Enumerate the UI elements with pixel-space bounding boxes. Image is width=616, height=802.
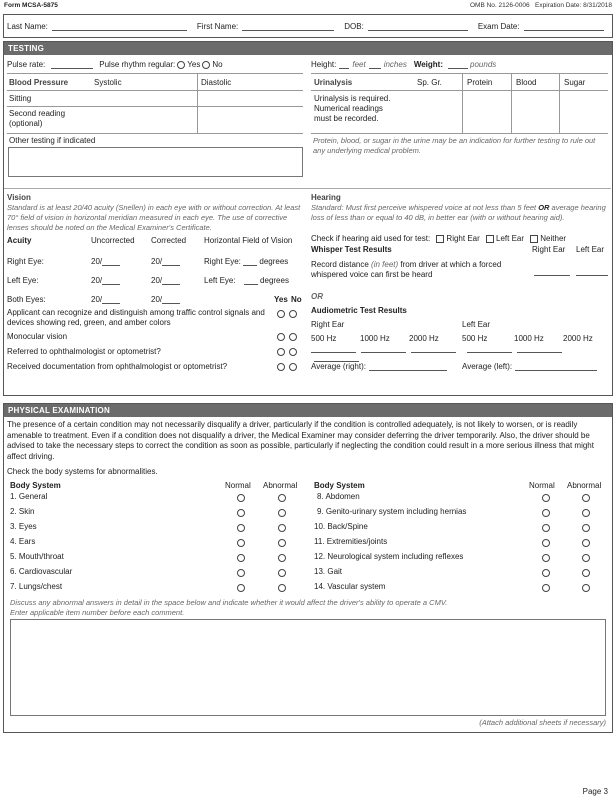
eyes-normal-radio[interactable] (237, 524, 245, 532)
q4-yes-radio[interactable] (277, 363, 285, 371)
hearing-title: Hearing (311, 193, 341, 202)
second-reading-label (9, 109, 65, 129)
vision-no-header: No (291, 295, 302, 304)
vascular-abnormal-radio[interactable] (582, 584, 590, 592)
r-2000-label: 2000 Hz (409, 334, 439, 343)
normal-header-right: Normal (529, 481, 555, 490)
cardio-normal-radio[interactable] (237, 569, 245, 577)
patient-info-row (3, 14, 613, 38)
dob-label: DOB: (344, 22, 364, 31)
pulse-rate-field[interactable] (51, 60, 93, 69)
sitting-diastolic-field[interactable] (199, 91, 303, 106)
right-eye-hfov-label: Right Eye: (204, 257, 241, 266)
weight-label: Weight: (413, 60, 444, 69)
general-normal-radio[interactable] (237, 494, 245, 502)
body-item-eyes: 3. Eyes (10, 522, 37, 531)
left-eye-hfov-label: Left Eye: (204, 276, 236, 285)
degrees-label: degrees (259, 257, 289, 266)
body-item-vascular: 14. Vascular system (314, 582, 386, 591)
left-eye-label: Left Eye: (7, 276, 39, 285)
urinalysis-italic-note: Protein, blood, or sugar in the urine may be an indication for further testing to rule out any underlying medical problem. (313, 136, 596, 155)
q1-yes-radio[interactable] (277, 310, 285, 318)
hearing-standard-pre: Standard: Must first perceive whispered voice at not less than 5 feet (311, 203, 539, 212)
vision-question-1: Applicant can recognize and distinguish among traffic control signals and devices showing red, green, and amber colors (7, 308, 265, 327)
vision-standard: Standard is at least 20/40 acuity (Snellen) in each eye with or without correction. At least 70° field of vision in horizontal meridian measured in each eye. The use of corrective lenses should be noted on the Medical Examiner's Certificate. (7, 203, 301, 232)
audiometric-title: Audiometric Test Results (311, 306, 407, 315)
systolic-header: Systolic (94, 78, 122, 87)
protein-field[interactable] (464, 91, 510, 132)
protein-header: Protein (467, 78, 493, 87)
record-post: from driver at which a forced (398, 260, 502, 269)
vision-yes-header: Yes (274, 295, 288, 304)
last-name-label: Last Name: (7, 22, 48, 31)
hearing-or: OR (311, 292, 323, 301)
optional-text: (optional) (9, 119, 43, 128)
both-eyes-uncorrected[interactable] (91, 295, 120, 304)
dob-field[interactable] (368, 21, 468, 31)
both-eyes-label: Both Eyes: (7, 295, 46, 304)
back-normal-radio[interactable] (542, 524, 550, 532)
hearing-aid-neither-checkbox[interactable] (530, 235, 538, 243)
omb-expiration (470, 2, 612, 12)
blood-header: Blood (516, 78, 537, 87)
other-testing-label: Other testing if indicated (9, 136, 96, 145)
abnormal-header-right: Abnormal (567, 481, 602, 490)
mouth-abnormal-radio[interactable] (278, 554, 286, 562)
yes-label: Yes (187, 60, 201, 69)
weight-field[interactable] (448, 60, 468, 69)
body-item-skin: 2. Skin (10, 507, 35, 516)
urinalysis-note-3: must be recorded. (314, 114, 379, 123)
blood-field[interactable] (513, 91, 558, 132)
abnormal-comments-textarea[interactable] (10, 619, 606, 716)
extremities-normal-radio[interactable] (542, 539, 550, 547)
q3-yes-radio[interactable] (277, 348, 285, 356)
avg-right-field[interactable] (369, 362, 447, 371)
pulse-rate-label: Pulse rate: (7, 60, 46, 69)
sitting-label: Sitting (9, 94, 32, 103)
vision-question-4: Received documentation from ophthalmologist or optometrist? (7, 362, 228, 371)
form-id: Form MCSA-5875 (4, 2, 58, 9)
whisper-left-field[interactable] (576, 267, 608, 276)
vision-title: Vision (7, 193, 31, 202)
corrected-header: Corrected (151, 236, 187, 245)
abdomen-abnormal-radio[interactable] (582, 494, 590, 502)
gait-normal-radio[interactable] (542, 569, 550, 577)
record-line2: whispered voice can first be heard (311, 270, 433, 279)
vision-question-2: Monocular vision (7, 332, 68, 341)
avg-left-row (462, 362, 597, 371)
acuity-header: Acuity (7, 236, 32, 245)
body-item-general: 1. General (10, 492, 48, 501)
no-label: No (212, 60, 223, 69)
gait-abnormal-radio[interactable] (582, 569, 590, 577)
left-ear-label: Left Ear (496, 234, 525, 243)
body-item-gait: 13. Gait (314, 567, 343, 576)
right-eye-uncorrected[interactable] (91, 257, 120, 266)
left-eye-uncorrected[interactable] (91, 276, 120, 285)
lungs-abnormal-radio[interactable] (278, 584, 286, 592)
l-1000-field[interactable] (517, 344, 562, 353)
diastolic-header: Diastolic (201, 78, 232, 87)
height-inches-field[interactable] (369, 60, 381, 69)
right-eye-corrected[interactable] (151, 257, 180, 266)
whisper-title: Whisper Test Results (311, 245, 392, 254)
avg-right-row (311, 362, 447, 371)
urinalysis-note-2: Numerical readings (314, 104, 383, 113)
right-ear-label: Right Ear (446, 234, 480, 243)
pulse-rhythm-no-radio[interactable] (202, 61, 210, 69)
height-feet-field[interactable] (339, 60, 349, 69)
mouth-normal-radio[interactable] (237, 554, 245, 562)
degrees-label: degrees (260, 276, 289, 285)
last-name-field[interactable] (52, 21, 187, 31)
body-item-lungs-chest: 7. Lungs/chest (10, 582, 63, 591)
right-eye-label: Right Eye: (7, 257, 44, 266)
form-header (4, 2, 612, 12)
sugar-header: Sugar (564, 78, 586, 87)
l-500-field[interactable] (467, 344, 512, 353)
r-2000-field[interactable] (411, 344, 456, 353)
check-body-systems-label: Check the body systems for abnormalities. (7, 467, 158, 476)
discuss-line-1: Discuss any abnormal answers in detail in the space below and indicate whether it would affect the driver's ability to operate a CMV. (10, 598, 448, 607)
audiometric-left-ear-header: Left Ear (462, 320, 491, 329)
uncorrected-header: Uncorrected (91, 236, 135, 245)
urinalysis-header: Urinalysis (314, 78, 353, 87)
physical-exam-header: PHYSICAL EXAMINATION (4, 404, 612, 417)
twenty-prefix: 20/ (91, 257, 103, 266)
second-reading-text: Second reading (9, 109, 66, 118)
body-item-mouth-throat: 5. Mouth/throat (10, 552, 64, 561)
body-item-cardiovascular: 6. Cardiovascular (10, 567, 73, 576)
avg-left-field[interactable] (515, 362, 597, 371)
ears-normal-radio[interactable] (237, 539, 245, 547)
twenty-prefix: 20/ (151, 257, 163, 266)
avg-left-label: Average (left): (462, 362, 513, 371)
body-item-genito-urinary: 9. Genito-urinary system including hernias (317, 507, 467, 516)
back-abnormal-radio[interactable] (582, 524, 590, 532)
genito-abnormal-radio[interactable] (582, 509, 590, 517)
abnormal-header-left: Abnormal (263, 481, 298, 490)
inches-label: inches (383, 60, 407, 69)
normal-header-left: Normal (225, 481, 251, 490)
pulse-rhythm-label: Pulse rhythm regular: (99, 60, 176, 69)
audiometric-right-ear-header: Right Ear (311, 320, 345, 329)
physical-intro: The presence of a certain condition may not necessarily disqualify a driver, particularly if the condition is controlled adequately, is not likely to worsen, or is readily amenable to treatment. Even if a condition does not disqualify a driver, the Medical Examiner may consider deferring the driver temporarily. Also, the driver should be advised to take the necessary steps to correct the condition as soon as possible, particularly if neglecting the condition could result in a more serious illness that might affect driving. (7, 420, 594, 461)
lungs-normal-radio[interactable] (237, 584, 245, 592)
page-number: Page 3 (582, 787, 608, 796)
l-2000-field[interactable] (314, 353, 359, 362)
first-name-label: First Name: (196, 22, 239, 31)
right-eye-hfov (204, 257, 288, 266)
neuro-abnormal-radio[interactable] (582, 554, 590, 562)
testing-header: TESTING (4, 42, 612, 55)
whisper-right-field[interactable] (534, 267, 570, 276)
vascular-normal-radio[interactable] (542, 584, 550, 592)
body-system-header-right: Body System (314, 481, 365, 490)
r-1000-label: 1000 Hz (360, 334, 390, 343)
both-eyes-corrected[interactable] (151, 295, 180, 304)
second-diastolic-field[interactable] (199, 107, 303, 132)
q1-no-radio[interactable] (289, 310, 297, 318)
hearing-aid-right-checkbox[interactable] (436, 235, 444, 243)
body-item-ears: 4. Ears (10, 537, 36, 546)
expiration-date: Expiration Date: 8/31/2018 (535, 2, 612, 9)
urinalysis-note (314, 94, 390, 124)
neuro-normal-radio[interactable] (542, 554, 550, 562)
hfov-header: Horizontal Field of Vision (204, 236, 293, 245)
general-abnormal-radio[interactable] (278, 494, 286, 502)
hearing-standard (311, 203, 609, 223)
attach-sheets-note: (Attach additional sheets if necessary) (479, 718, 606, 727)
r-500-label: 500 Hz (311, 334, 337, 343)
sugar-field[interactable] (561, 91, 608, 132)
q4-no-radio[interactable] (289, 363, 297, 371)
whisper-right-ear-header: Right Ear (532, 245, 566, 254)
abdomen-normal-radio[interactable] (542, 494, 550, 502)
second-systolic-field[interactable] (94, 107, 196, 132)
q3-no-radio[interactable] (289, 348, 297, 356)
twenty-prefix: 20/ (91, 276, 103, 285)
discuss-line-2: Enter applicable item number before each comment. (10, 608, 185, 617)
skin-abnormal-radio[interactable] (278, 509, 286, 517)
q2-no-radio[interactable] (289, 333, 297, 341)
q2-yes-radio[interactable] (277, 333, 285, 341)
body-item-abdomen: 8. Abdomen (317, 492, 360, 501)
height-label: Height: (311, 60, 337, 69)
record-pre: Record distance (311, 260, 372, 269)
left-eye-corrected[interactable] (151, 276, 180, 285)
sp-gr-header: Sp. Gr. (417, 78, 442, 87)
vision-question-3: Referred to ophthalmologist or optometrist? (7, 347, 161, 356)
genito-normal-radio[interactable] (542, 509, 550, 517)
left-eye-degrees-field[interactable] (244, 276, 258, 285)
first-name-field[interactable] (242, 21, 334, 31)
neither-label: Neither (540, 234, 567, 243)
cardio-abnormal-radio[interactable] (278, 569, 286, 577)
physical-exam-section (3, 403, 613, 733)
skin-normal-radio[interactable] (237, 509, 245, 517)
sp-gr-field[interactable] (416, 91, 461, 132)
hearing-standard-or: OR (538, 203, 550, 212)
body-item-extremities: 11. Extremities/joints (314, 537, 388, 546)
extremities-abnormal-radio[interactable] (582, 539, 590, 547)
l-2000-label: 2000 Hz (563, 334, 593, 343)
sitting-systolic-field[interactable] (94, 91, 196, 106)
omb-number: OMB No. 2126-0006 (469, 2, 530, 9)
exam-date-label: Exam Date: (477, 22, 520, 31)
twenty-prefix: 20/ (151, 295, 163, 304)
hearing-aid-label: Check if hearing aid used for test: (311, 234, 431, 243)
r-500-field[interactable] (311, 344, 356, 353)
r-1000-field[interactable] (361, 344, 406, 353)
testing-section (3, 41, 613, 396)
hearing-standard-post: average hearing loss of less than or equal to 40 dB, in better ear (with or without hearing aid). (311, 203, 606, 222)
l-1000-label: 1000 Hz (514, 334, 544, 343)
pulse-rhythm-yes-radio[interactable] (177, 61, 185, 69)
ears-abnormal-radio[interactable] (278, 539, 286, 547)
avg-right-label: Average (right): (311, 362, 366, 371)
l-500-label: 500 Hz (462, 334, 488, 343)
eyes-abnormal-radio[interactable] (278, 524, 286, 532)
urinalysis-note-1: Urinalysis is required. (314, 94, 391, 103)
left-eye-hfov (204, 276, 289, 285)
whisper-left-ear-header: Left Ear (576, 245, 605, 254)
twenty-prefix: 20/ (151, 276, 163, 285)
feet-label: feet (352, 60, 366, 69)
body-item-neurological: 12. Neurological system including reflexes (314, 552, 464, 561)
whisper-instruction (311, 260, 501, 280)
exam-date-field[interactable] (524, 21, 604, 31)
right-eye-degrees-field[interactable] (243, 257, 257, 266)
hearing-aid-row (311, 234, 566, 243)
record-italic: (in feet) (371, 260, 399, 269)
twenty-prefix: 20/ (91, 295, 103, 304)
discuss-note (10, 598, 447, 618)
pounds-label: pounds (470, 60, 497, 69)
hearing-aid-left-checkbox[interactable] (486, 235, 494, 243)
bp-header: Blood Pressure (9, 78, 69, 87)
body-system-header-left: Body System (10, 481, 61, 490)
other-testing-textarea[interactable] (8, 147, 303, 177)
body-item-back-spine: 10. Back/Spine (314, 522, 368, 531)
